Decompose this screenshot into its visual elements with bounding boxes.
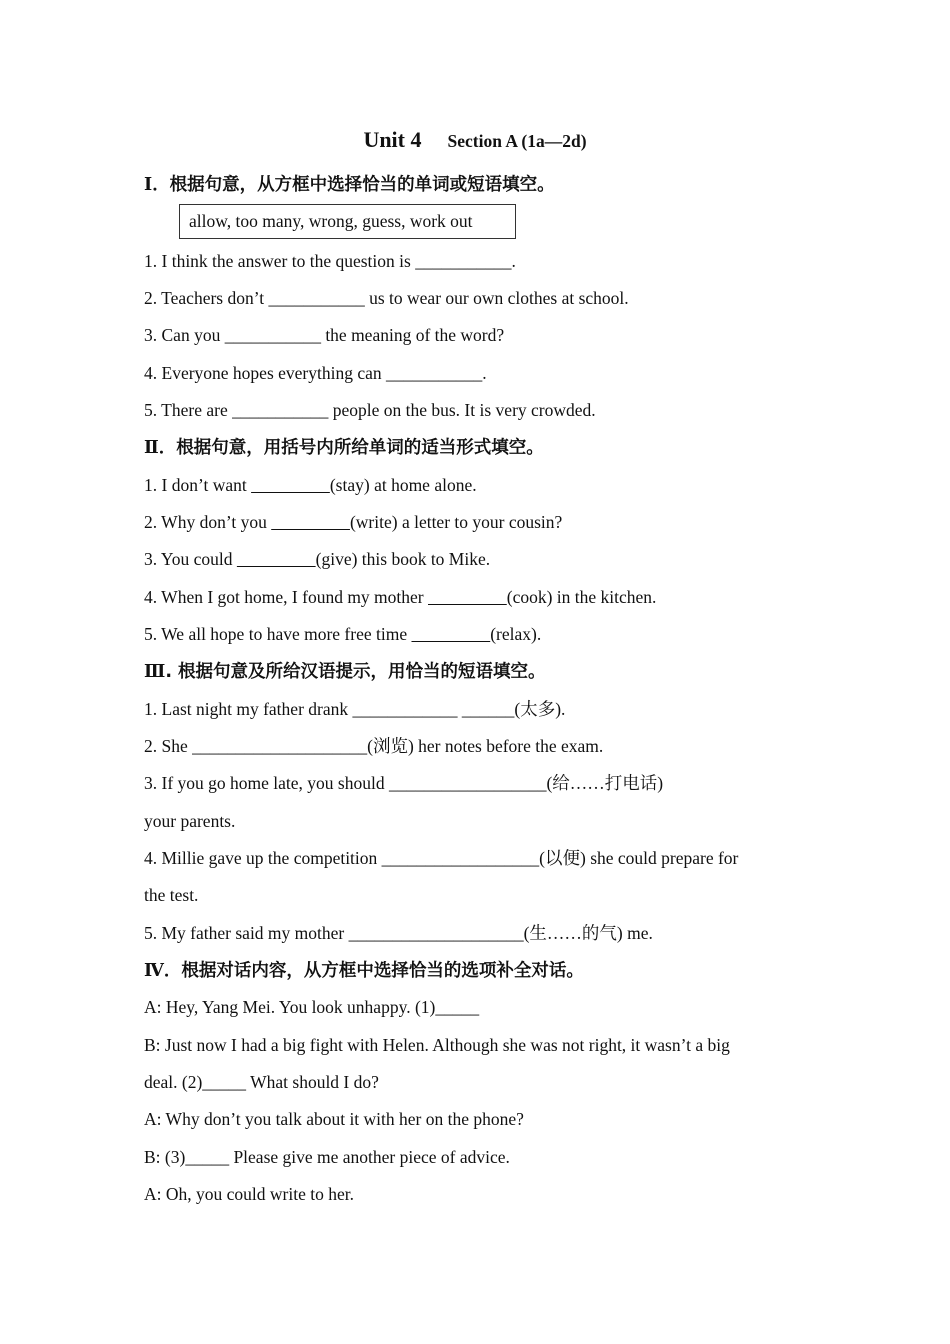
part4-number: Ⅳ	[144, 960, 164, 980]
item-text: (relax).	[490, 624, 542, 644]
unit-title: Unit 4	[363, 127, 422, 152]
part1-heading	[144, 173, 555, 196]
section-title: Section A (1a—2d)	[447, 131, 587, 151]
part3-line-6: the test.	[144, 885, 199, 905]
part3-instruction: . 根据句意及所给汉语提示，用恰当的短语填空。	[165, 662, 546, 682]
part1-item-4: 4. Everyone hopes everything can ___________.	[144, 363, 487, 383]
part2-instruction: ．根据句意，用括号内所给单词的适当形式填空。	[158, 438, 544, 458]
part3-line-5: 4. Millie gave up the competition __________________(以便) she could prepare for	[144, 848, 739, 868]
part2-item-3	[144, 548, 490, 570]
dialogue-line-4: A: Why don’t you talk about it with her on the phone?	[144, 1109, 524, 1129]
part3-number: Ⅲ	[144, 661, 166, 681]
answer-blank	[251, 475, 330, 495]
item-text: 4. When I got home, I found my mother	[144, 587, 428, 607]
page-title	[0, 127, 950, 153]
part2-item-2	[144, 511, 562, 533]
item-text: (stay) at home alone.	[329, 475, 477, 495]
item-text: (write) a letter to your cousin?	[349, 512, 563, 532]
part1-item-3: 3. Can you ___________ the meaning of the word?	[144, 325, 505, 345]
part3-heading	[144, 660, 546, 683]
item-text: 2. Why don’t you	[144, 512, 272, 532]
part2-heading	[144, 436, 544, 459]
part1-item-1: 1. I think the answer to the question is ___________.	[144, 251, 516, 271]
part2-item-1	[144, 474, 477, 496]
dialogue-line-1: A: Hey, Yang Mei. You look unhappy. (1)_____	[144, 997, 480, 1017]
dialogue-line-3: deal. (2)_____ What should I do?	[144, 1072, 379, 1092]
part2-number: Ⅱ	[144, 437, 159, 457]
part3-line-2: 2. She ____________________(浏览) her notes before the exam.	[144, 736, 604, 756]
part1-item-2: 2. Teachers don’t ___________ us to wear our own clothes at school.	[144, 288, 629, 308]
answer-blank	[237, 549, 316, 569]
part3-line-3: 3. If you go home late, you should __________________(给……打电话)	[144, 773, 664, 793]
part2-item-4	[144, 586, 656, 608]
item-text: 5. We all hope to have more free time	[144, 624, 412, 644]
part2-item-5	[144, 623, 541, 645]
part4-instruction: ．根据对话内容，从方框中选择恰当的选项补全对话。	[163, 961, 584, 981]
part1-instruction: ．根据句意，从方框中选择恰当的单词或短语填空。	[152, 175, 555, 195]
part1-number: Ⅰ	[144, 174, 153, 194]
item-text: 1. I don’t want	[144, 475, 252, 495]
item-text: (give) this book to Mike.	[315, 549, 491, 569]
word-box: allow, too many, wrong, guess, work out	[179, 204, 516, 239]
answer-blank	[271, 512, 350, 532]
part1-item-5: 5. There are ___________ people on the bus. It is very crowded.	[144, 400, 596, 420]
dialogue-line-2: B: Just now I had a big fight with Helen. Although she was not right, it wasn’t a big	[144, 1035, 730, 1055]
answer-blank	[411, 624, 490, 644]
answer-blank	[428, 587, 507, 607]
part3-line-4: your parents.	[144, 811, 236, 831]
item-text: (cook) in the kitchen.	[506, 587, 657, 607]
item-text: 3. You could	[144, 549, 237, 569]
dialogue-line-5: B: (3)_____ Please give me another piece of advice.	[144, 1147, 510, 1167]
dialogue-line-6: A: Oh, you could write to her.	[144, 1184, 354, 1204]
part4-heading	[144, 959, 584, 982]
part3-line-7: 5. My father said my mother ____________________(生……的气) me.	[144, 923, 653, 943]
part3-line-1: 1. Last night my father drank ____________ ______(太多).	[144, 699, 566, 719]
